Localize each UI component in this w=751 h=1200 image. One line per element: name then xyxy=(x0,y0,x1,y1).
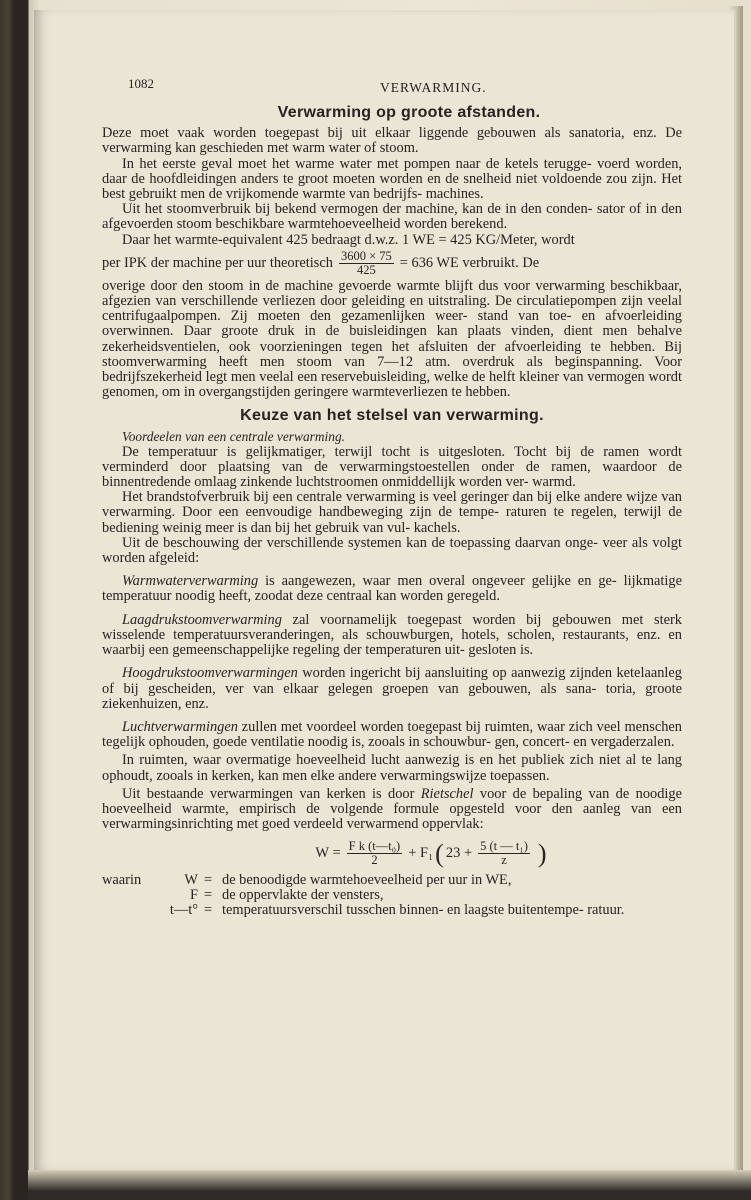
eq-lhs: W = xyxy=(315,845,341,862)
system-term: Hoogdrukstoomverwarmingen xyxy=(122,665,298,682)
paragraph: Daar het warmte-equivalent 425 bedraagt d.w.z. 1 WE = 425 KG/Meter, wordt xyxy=(122,231,575,248)
eq-fraction-2-num: 5 (t — t₁) xyxy=(480,839,528,854)
eq-plus-term: + F₁ xyxy=(408,845,434,862)
system-text: worden ingericht bij aansluiting op aanwezig zijnden ketelaanleg of bij gescheiden, ver van elkaar gelegen groepen van gebouwen, als sana- toria, groote ziekenhuizen, enz. xyxy=(102,665,682,712)
paragraph: Uit het stoomverbruik bij bekend vermogen der machine, kan de in den conden- sator of in den afgevoerden stoom beschikbare warmtehoeveelheid worden berekend. xyxy=(102,201,682,233)
formula-numerator: 3600 × 75 xyxy=(340,248,392,263)
system-text: zullen met voordeel worden toegepast bij ruimten, waar zich veel menschen tegelijk ophouden, goede ventilatie noodig is, zooals in schouwbur- gen, concert- en vergaderzalen. xyxy=(102,718,682,751)
system-paragraph xyxy=(102,613,682,659)
formula-fraction xyxy=(339,250,394,277)
eq-fraction-1-den: 2 xyxy=(371,853,378,868)
eq-fraction-2 xyxy=(478,840,530,867)
eq-fraction-1-num: F k (t—t₀) xyxy=(348,839,401,854)
system-text: zal voornamelijk toegepast worden bij gebouwen met sterk wisselende temperatuursveranderingen, als schouwburgen, hotels, scholen, restaurants, enz. en waarbij een gemeenschappelijke regeling der temperaturen uit- gesloten is. xyxy=(102,611,682,659)
eq-open-paren: ( xyxy=(435,838,444,868)
eq-fraction-2-den: z xyxy=(501,853,507,868)
legend-definition: de benoodigde warmtehoeveelheid per uur in WE, xyxy=(222,872,512,889)
eq-fraction-1 xyxy=(347,840,403,867)
system-paragraph xyxy=(102,666,682,712)
legend-row xyxy=(102,903,682,918)
paragraph: In het eerste geval moet het warme water met pompen naar de ketels terugge- voerd worden, daar de hoofdleidingen anders te groot moeten worden en de snelheid niet voldoende zou zijn. Het best gebruikt men de vrijkomende warmte van bedrijfs- machines. xyxy=(102,155,682,203)
legend-symbol: W xyxy=(184,872,198,889)
page-edge-bottom xyxy=(28,1170,751,1200)
eq-inner: 23 + xyxy=(445,845,473,862)
system-term: Laagdrukstoomverwarming xyxy=(122,611,282,628)
paragraph: overige door den stoom in de machine gevoerde warmte blijft dus voor verwarming beschikbaar, afgezien van verschillende verliezen door geleiding en uitstraling. De circulatiepompen zijn veelal centrifugaalpompen. Zij moeten den gezamenlijken weer- stand van toe- en afvoerleiding overwinnen. Daar groote druk in de buisleidingen kan plaats vinden, dient men behalve zekerheidsventielen, ook voorzieningen tegen het afsluiten der afvoerleiding te hebben. Bij stoomverwarming heeft men stoom van 7—12 atm. overdruk als beginspanning. Voor bedrijfszekerheid legt men veelal een reservebuisleiding, welke de helft kleiner van vermogen wordt genomen, om in overgangstijden geringere warmteverliezen te hebben. xyxy=(102,277,682,401)
rietschel-formula xyxy=(182,840,682,867)
system-term: Warmwaterverwarming xyxy=(122,573,259,590)
page-content xyxy=(102,74,682,918)
formula-prefix: per IPK der machine per uur theoretisch xyxy=(102,254,333,271)
legend-row xyxy=(102,888,682,903)
text-run: Uit bestaande verwarmingen van kerken is door xyxy=(122,785,421,802)
legend-definition: de oppervlakte der vensters, xyxy=(222,887,384,904)
legend-symbol: F xyxy=(189,887,198,904)
formula-denominator: 425 xyxy=(357,262,376,277)
legend-symbol: t—t° xyxy=(169,902,198,919)
author-name: Rietschel xyxy=(420,785,474,802)
section-title-distance-heating: Verwarming op groote afstanden. xyxy=(277,104,541,122)
page-number: 1082 xyxy=(128,76,154,91)
legend-definition: temperatuursverschil tusschen binnen- en laagste buitentempe- ratuur. xyxy=(222,902,625,919)
system-paragraph xyxy=(102,720,682,750)
system-text: is aangewezen, waar men overal ongeveer gelijke en ge- lijkmatige temperatuur noodig heeft, zoodat deze centraal kan worden geregeld. xyxy=(102,573,682,605)
legend-equals: = xyxy=(204,872,213,889)
system-term: Luchtverwarmingen xyxy=(122,718,238,735)
rietschel-paragraph xyxy=(102,787,682,833)
paragraph: Uit de beschouwing der verschillende systemen kan de toepassing daarvan onge- veer als volgt worden afgeleid: xyxy=(102,534,682,567)
paragraph: De temperatuur is gelijkmatiger, terwijl tocht is uitgesloten. Tocht bij de ramen wordt verminderd door plaatsing van de verwarmingstoestellen onder de ramen, waardoor de binnentredende omlaag zinkende luchtstroomen onmiddellijk worden ver- warmd. xyxy=(102,443,682,491)
legend-label: waarin xyxy=(102,872,142,889)
subheading-advantages: Voordeelen van een centrale verwarming. xyxy=(122,429,345,445)
formula-legend xyxy=(102,873,682,918)
running-head: VERWARMING. xyxy=(380,80,487,95)
eq-close-paren: ) xyxy=(537,838,547,868)
text-run: voor de bepaling van de noodige hoeveelheid warmte, empirisch de volgende formule opgesteld voor den aanleg van een verwarmingsinrichting met goed verdeeld verwarmend oppervlak: xyxy=(102,785,682,833)
paragraph: In ruimten, waar overmatige hoeveelheid lucht aanwezig is en het publiek zich niet al te lang ophoudt, zooals in kerken, kan men elke andere verwarmingswijze toepassen. xyxy=(102,752,682,784)
page-header xyxy=(102,74,682,95)
efficiency-formula xyxy=(102,250,682,277)
legend-equals: = xyxy=(204,902,213,919)
legend-row xyxy=(102,873,682,888)
system-paragraph xyxy=(102,574,682,604)
formula-suffix: = 636 WE verbruikt. De xyxy=(399,254,540,271)
paragraph: Deze moet vaak worden toegepast bij uit elkaar liggende gebouwen als sanatoria, enz. De verwarming kan geschieden met warm water of stoom. xyxy=(102,125,682,157)
legend-equals: = xyxy=(204,887,213,904)
paragraph: Het brandstofverbruik bij een centrale verwarming is veel geringer dan bij elke andere wijze van verwarming. Door een eenvoudige handbeweging zijn de tempe- raturen te regelen, terwijl de bediening weinig meer is dan bij het gebruik van vul- kachels. xyxy=(102,489,682,536)
section-title-system-choice: Keuze van het stelsel van verwarming. xyxy=(240,407,544,425)
